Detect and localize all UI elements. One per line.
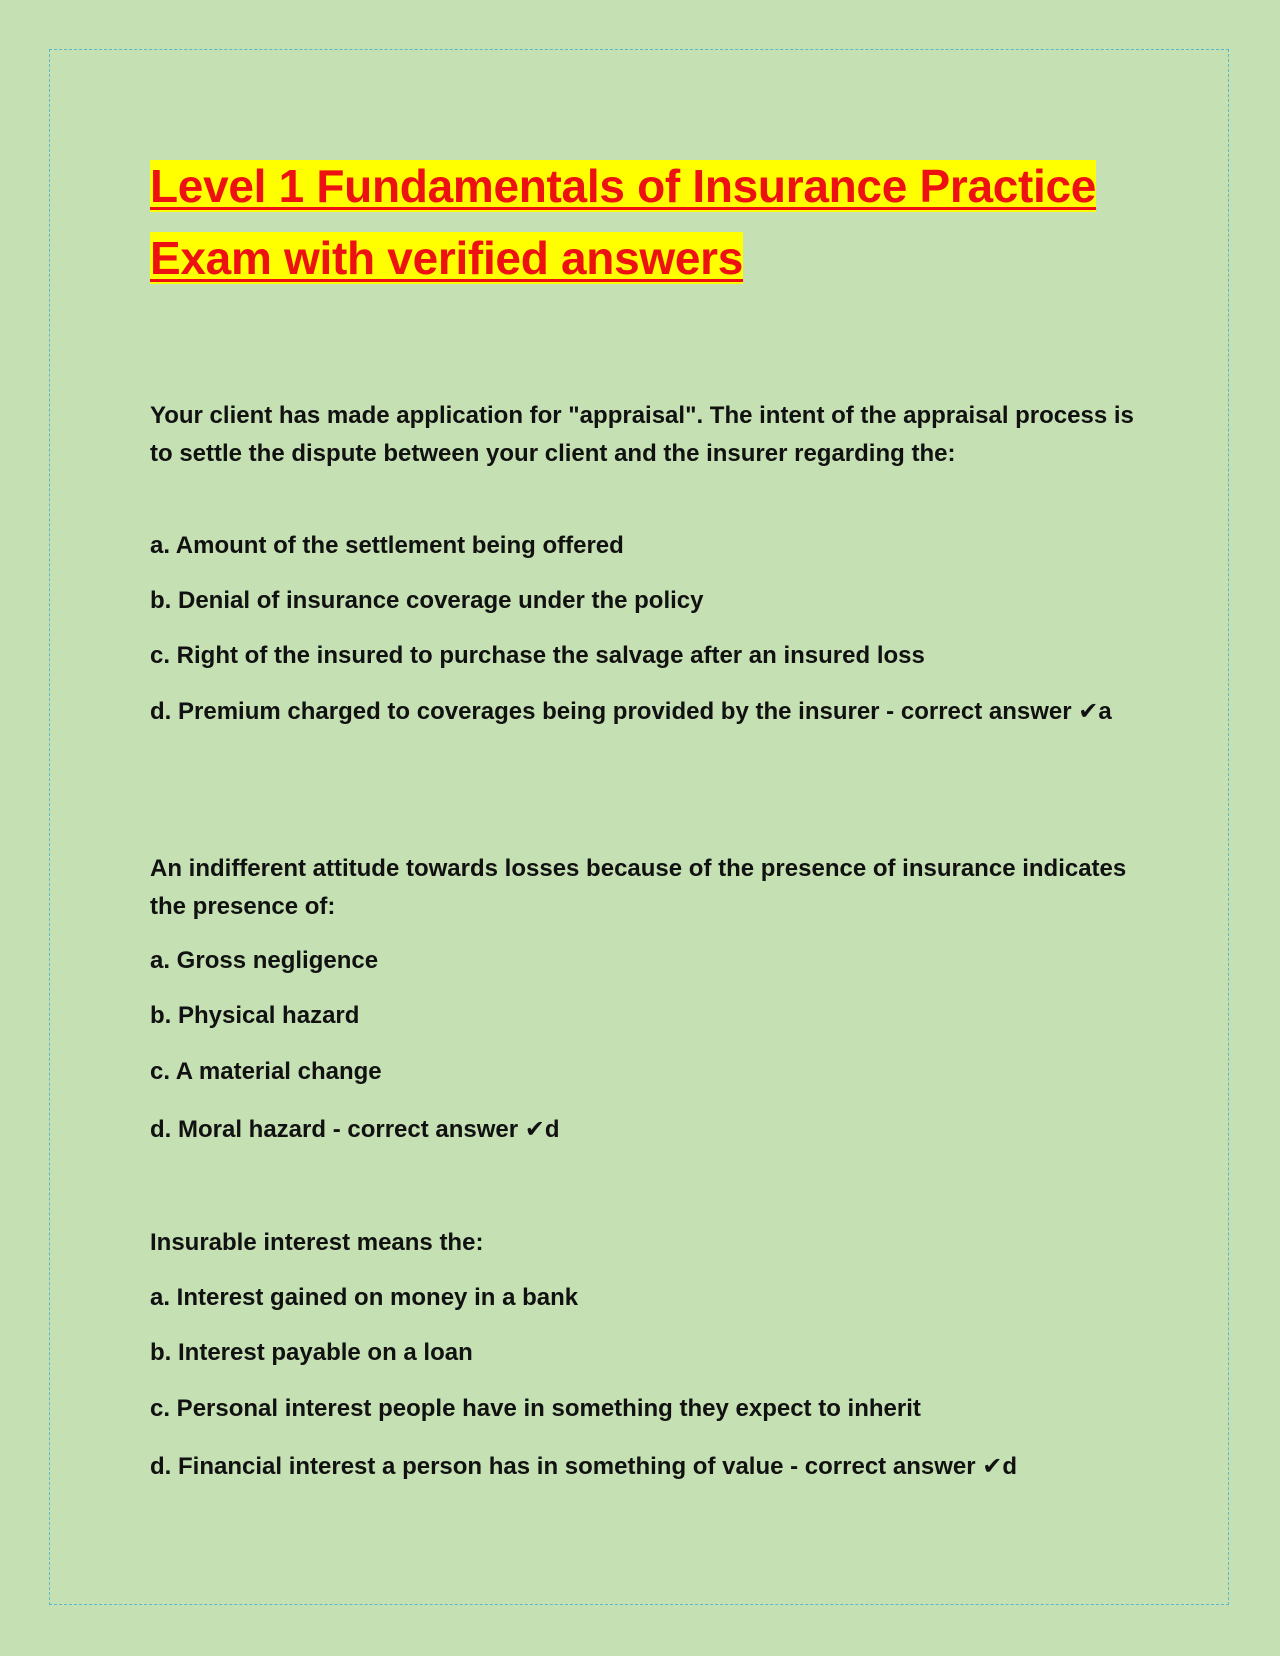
option-c: c. Right of the insured to purchase the salvage after an insured loss: [150, 642, 925, 669]
option-c: c. Personal interest people have in something they expect to inherit: [150, 1395, 921, 1422]
question-3: [150, 1224, 1140, 1480]
option-b: b. Interest payable on a loan: [150, 1339, 473, 1366]
option-d: d. Moral hazard - correct answer ✔d: [150, 1116, 560, 1143]
option-a: a. Gross negligence: [150, 947, 379, 974]
option-a: a. Amount of the settlement being offered: [150, 532, 624, 559]
option-d: d. Financial interest a person has in something of value - correct answer ✔d: [150, 1453, 1017, 1480]
question-2: [150, 850, 1140, 1143]
option-b: b. Denial of insurance coverage under the policy: [150, 587, 704, 614]
document-title: [150, 150, 1140, 294]
document-content: [150, 150, 1140, 1480]
question-text: Your client has made application for "appraisal". The intent of the appraisal process is to settle the dispute between your client and the insurer regarding the:: [150, 402, 1134, 467]
option-c: c. A material change: [150, 1058, 382, 1085]
title-line-2: Exam with verified answers: [150, 232, 744, 284]
option-d: d. Premium charged to coverages being provided by the insurer - correct answer ✔a: [150, 698, 1112, 725]
question-text: Insurable interest means the:: [150, 1229, 484, 1256]
question-text: An indifferent attitude towards losses because of the presence of insurance indicates the presence of:: [150, 855, 1127, 920]
option-a: a. Interest gained on money in a bank: [150, 1284, 579, 1311]
option-b: b. Physical hazard: [150, 1002, 360, 1029]
title-line-1: Level 1 Fundamentals of Insurance Practice: [150, 160, 1097, 212]
question-1: [150, 397, 1140, 725]
